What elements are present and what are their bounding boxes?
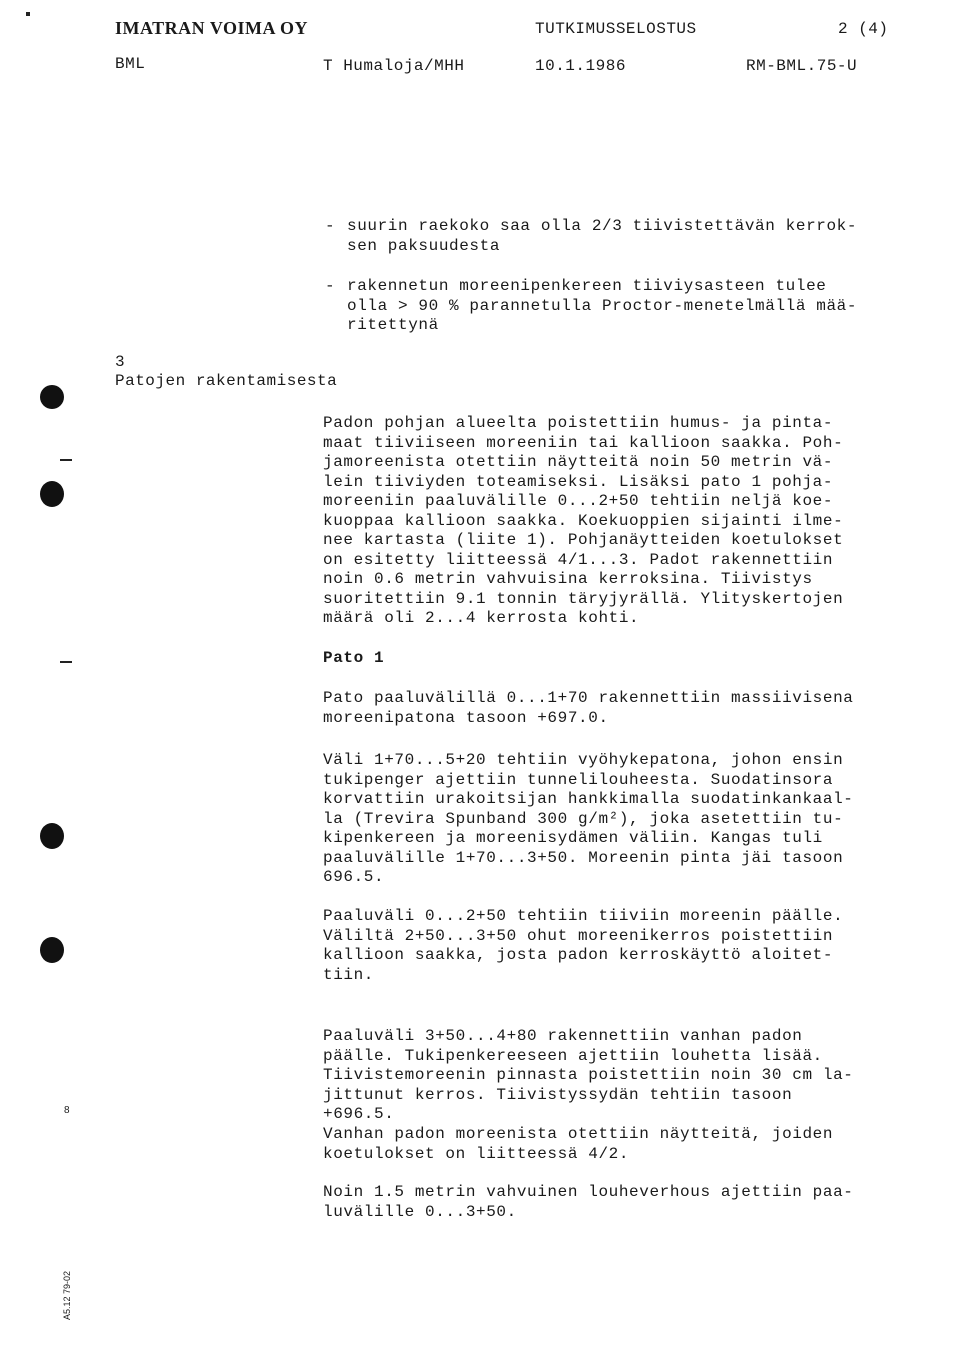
paragraph xyxy=(323,1125,933,1164)
text-line: nee kartasta (liite 1). Pohjanäytteiden koetulokset xyxy=(323,531,844,549)
text-line: korvattiin urakoitsijan hankkimalla suodatinkankaal- xyxy=(323,790,854,808)
paragraph xyxy=(323,689,933,728)
paragraph xyxy=(323,1183,933,1222)
section-title: Patojen rakentamisesta xyxy=(115,372,338,390)
bullet-dash: - xyxy=(325,217,336,235)
paragraph xyxy=(323,907,933,985)
text-line: noin 0.6 metrin vahvuisina kerroksina. Tiivistys xyxy=(323,570,813,588)
text-line: koetulokset on liitteessä 4/2. xyxy=(323,1144,630,1163)
text-line: kuoppaa kallioon saakka. Koekuoppien sijainti ilme- xyxy=(323,511,844,530)
text-line: Paaluväli 0...2+50 tehtiin tiiviin moreenin päälle. xyxy=(323,907,844,925)
text-line: moreeniin paaluvälille 0...2+50 tehtiin neljä koe- xyxy=(323,492,834,510)
bullet-line: olla > 90 % parannetulla Proctor-menetelmällä mää- xyxy=(347,296,858,315)
form-code: A5.12 79-02 xyxy=(62,1270,72,1320)
company-name: IMATRAN VOIMA OY xyxy=(115,18,308,38)
text-line: tukipenger ajettiin tunnelilouheesta. Suodatinsora xyxy=(323,770,834,789)
text-line: suoritettiin 9.1 tonnin täryjyrällä. Ylityskertojen xyxy=(323,589,844,608)
text-line: jittunut kerros. Tiivistyssydän tehtiin tasoon xyxy=(323,1085,793,1104)
document-date: 10.1.1986 xyxy=(535,57,626,75)
text-line: Vanhan padon moreenista otettiin näytteitä, joiden xyxy=(323,1125,834,1143)
page-number: 2 (4) xyxy=(838,20,889,38)
text-line: luvälille 0...3+50. xyxy=(323,1202,517,1221)
department: BML xyxy=(115,55,146,73)
text-line: +696.5. xyxy=(323,1105,395,1123)
text-line: päälle. Tukipenkereeseen ajettiin louhetta lisää. xyxy=(323,1046,823,1065)
text-line: tiin. xyxy=(323,965,375,984)
punch-hole xyxy=(40,481,64,507)
bullet-line: rakennetun moreenipenkereen tiiviysasteen tulee xyxy=(347,277,827,295)
text-line: Väli 1+70...5+20 tehtiin vyöhykepatona, johon ensin xyxy=(323,751,844,769)
margin-mark: 8 xyxy=(64,1105,70,1116)
bullet-dash: - xyxy=(325,277,336,295)
text-line: Noin 1.5 metrin vahvuinen louheverhous ajettiin paa- xyxy=(323,1183,854,1201)
text-line: on esitetty liitteessä 4/1...3. Padot rakennettiin xyxy=(323,550,834,569)
text-line: 696.5. xyxy=(323,868,385,886)
document-type: TUTKIMUSSELOSTUS xyxy=(535,20,697,38)
margin-tick xyxy=(60,459,72,461)
text-line: maat tiiviiseen moreeniin tai kallioon saakka. Poh- xyxy=(323,433,844,452)
text-line: määrä oli 2...4 kerrosta kohti. xyxy=(323,609,640,627)
text-line: jamoreenista otettiin näytteitä noin 50 metrin vä- xyxy=(323,453,834,471)
bullet-line: suurin raekoko saa olla 2/3 tiivistettävän kerrok- xyxy=(347,217,858,235)
text-line: Pato paaluvälillä 0...1+70 rakennettiin massiivisena xyxy=(323,689,854,707)
bullet-item xyxy=(325,277,857,336)
text-line: kipenkereen ja moreenisydämen väliin. Kangas tuli xyxy=(323,829,823,847)
paragraph xyxy=(323,1027,933,1125)
text-line: paaluvälille 1+70...3+50. Moreenin pinta jäi tasoon xyxy=(323,848,844,867)
punch-hole xyxy=(40,823,64,849)
punch-hole xyxy=(40,937,64,963)
paragraph xyxy=(323,751,933,888)
margin-tick xyxy=(60,661,72,663)
text-line: kallioon saakka, josta padon kerroskäyttö aloitet- xyxy=(323,946,834,964)
text-line: Väliltä 2+50...3+50 ohut moreenikerros poistettiin xyxy=(323,926,834,945)
text-line: Padon pohjan alueelta poistettiin humus- ja pinta- xyxy=(323,414,834,432)
author: T Humaloja/MHH xyxy=(323,57,465,75)
section-number: 3 xyxy=(115,353,126,371)
bullet-line: ritettynä xyxy=(347,316,439,334)
bullet-line: sen paksuudesta xyxy=(347,236,501,255)
text-line: la (Trevira Spunband 300 g/m²), joka asetettiin tu- xyxy=(323,809,844,828)
punch-hole xyxy=(40,385,64,409)
text-line: Paaluväli 3+50...4+80 rakennettiin vanhan padon xyxy=(323,1027,803,1045)
text-line: Tiivistemoreenin pinnasta poistettiin noin 30 cm la- xyxy=(323,1066,854,1084)
subheading: Pato 1 xyxy=(323,649,385,667)
document-reference: RM-BML.75-U xyxy=(746,57,858,75)
corner-mark xyxy=(26,12,30,16)
paragraph xyxy=(323,414,933,629)
bullet-item xyxy=(325,217,857,256)
text-line: lein tiiviyden toteamiseksi. Lisäksi pato 1 pohja- xyxy=(323,472,834,491)
text-line: moreenipatona tasoon +697.0. xyxy=(323,708,609,727)
